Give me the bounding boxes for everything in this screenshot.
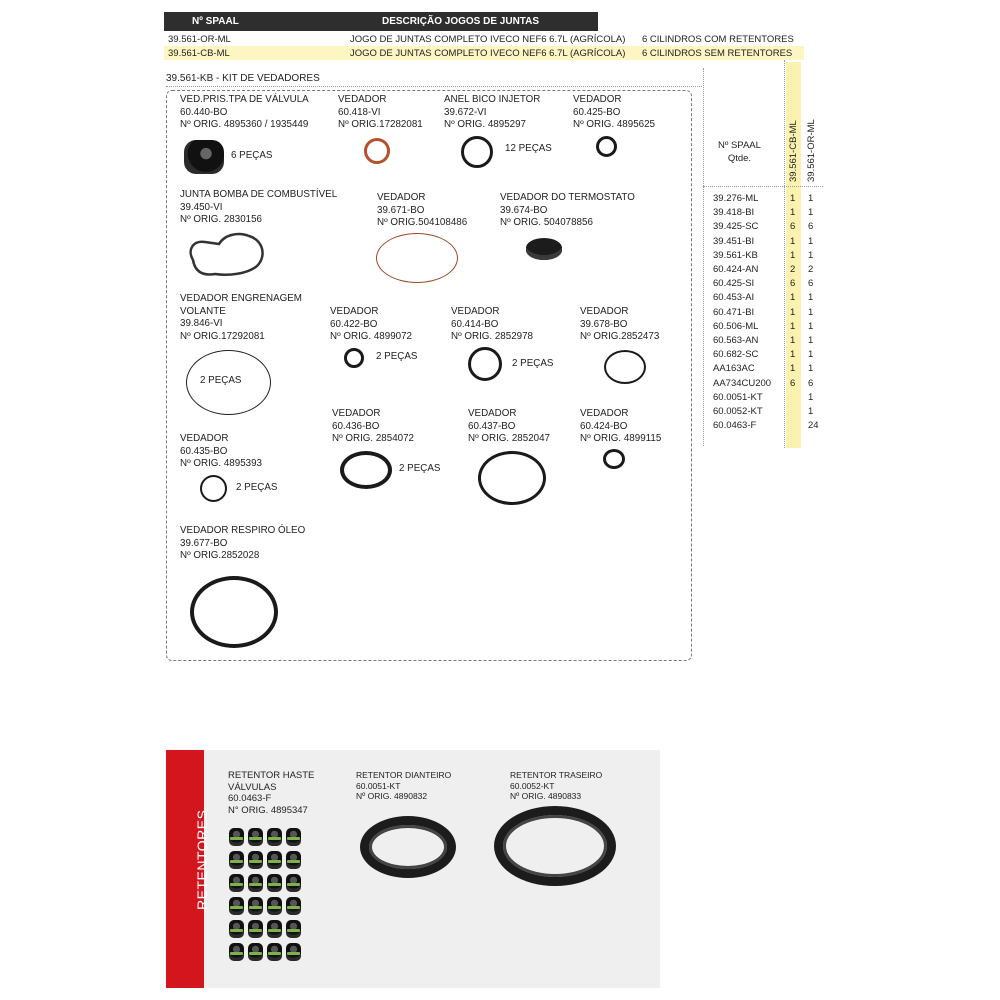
o-ring-image [478,451,546,505]
quantity-label: 2 PEÇAS [399,463,441,474]
kit-item: JUNTA BOMBA DE COMBUSTÍVEL 39.450-VI Nº ORIG. 2830156 [180,189,338,225]
part-code: 60.0051-KT [713,391,763,403]
qty-or: 1 [808,292,814,304]
column-header-or: 39.561-OR-ML [806,119,817,182]
kit-item: ANEL BICO INJETOR 39.672-VI Nº ORIG. 4895297 [444,94,541,130]
kit-title: 39.561-KB - KIT DE VEDADORES [166,73,320,84]
qty-cb: 6 [790,221,796,233]
table-row [164,46,804,60]
qty-or: 1 [808,349,814,361]
o-ring-image [596,136,617,157]
valve-stem-seal [248,851,263,869]
thermostat-seal-image [526,238,562,260]
kit-item: VEDADOR ENGRENAGEM VOLANTE 39.846-VI Nº ORIG.17292081 [180,293,302,342]
o-ring-image [364,138,390,164]
kit-item: VEDADOR RESPIRO ÓLEO 39.677-BO Nº ORIG.2852028 [180,525,306,561]
o-ring-image [200,475,227,502]
qty-or: 2 [808,264,814,275]
qty-table-row [713,363,823,377]
part-code: 60.563-AN [713,335,759,346]
part-code: 60.0463-F [713,420,757,432]
qty-cb: 1 [790,363,796,375]
quantity-label: 6 PEÇAS [231,150,273,161]
valve-stem-seal [286,851,301,869]
valve-stem-seal [248,943,263,961]
valve-stem-seal [286,943,301,961]
row-code: 39.561-CB-ML [168,48,230,59]
valve-stem-seal [286,828,301,846]
kit-item: VEDADOR 60.425-BO Nº ORIG. 4895625 [573,94,655,130]
kit-item: VEDADOR 60.422-BO Nº ORIG. 4899072 [330,306,412,342]
valve-stem-seal [248,828,263,846]
valve-stem-seal [229,920,244,938]
retentores-label: RETENTORES [194,809,210,910]
qty-cb: 1 [790,292,796,304]
part-code: 60.682-SC [713,349,759,361]
quantity-label: 2 PEÇAS [236,482,278,493]
o-ring-image [376,233,458,283]
o-ring-image [603,449,625,469]
valve-stem-seal [248,874,263,892]
kit-item: VEDADOR 39.678-BO Nº ORIG.2852473 [580,306,660,342]
qty-or: 1 [808,335,814,346]
qty-cb: 1 [790,349,796,361]
table-row [164,32,804,46]
o-ring-image [604,350,646,384]
valve-seal-image [184,140,224,174]
valve-stem-seal [267,828,282,846]
row-note: 6 CILINDROS SEM RETENTORES [642,48,793,59]
row-code: 39.561-OR-ML [168,34,231,45]
valve-stem-seal [286,897,301,915]
qty-or: 6 [808,278,814,290]
row-description: JOGO DE JUNTAS COMPLETO IVECO NEF6 6.7L (AGRÍCOLA) [350,34,626,45]
valve-stem-seal [229,943,244,961]
divider [166,86,702,87]
rear-seal-image [494,806,616,886]
o-ring-image [340,451,392,489]
qty-table-row [713,207,823,221]
valve-stem-seal [229,897,244,915]
row-note: 6 CILINDROS COM RETENTORES [642,34,794,45]
retentor-item: RETENTOR DIANTEIRO 60.0051-KT Nº ORIG. 4890832 [356,770,452,801]
valve-stem-seal [229,828,244,846]
qty-table-row [713,236,823,250]
kit-item: VEDADOR 60.424-BO Nº ORIG. 4899115 [580,408,662,444]
kit-item: VEDADOR 60.414-BO Nº ORIG. 2852978 [451,306,533,342]
valve-stem-seal [267,920,282,938]
fuel-pump-gasket-image [183,230,271,282]
kit-item: VED.PRIS.TPA DE VÁLVULA 60.440-BO Nº ORIG. 4895360 / 1935449 [180,94,309,130]
header-description: DESCRIÇÃO JOGOS DE JUNTAS [382,16,540,27]
part-code: AA734CU200 [713,377,772,389]
part-code: 60.471-BI [713,306,755,318]
qty-or: 1 [808,391,814,403]
qty-table-row [713,378,823,392]
quantity-label: 12 PEÇAS [505,143,552,154]
part-code: 39.418-BI [713,207,755,219]
header-spaal: Nº SPAAL [192,16,239,27]
qty-table-row [713,292,823,306]
valve-stem-seal [267,897,282,915]
valve-stem-seal [286,874,301,892]
valve-stem-seal [267,874,282,892]
qty-table-row [713,221,823,235]
qty-or: 1 [808,235,814,247]
valve-stem-seal [248,897,263,915]
quantity-label: 2 PEÇAS [512,358,554,369]
kit-item: VEDADOR 60.418-VI Nº ORIG.17282081 [338,94,423,130]
kit-item: VEDADOR 60.436-BO Nº ORIG. 2854072 [332,408,414,444]
qty-cb: 1 [790,235,796,247]
qty-or: 24 [808,420,819,432]
kit-item: VEDADOR 39.671-BO Nº ORIG.504108486 [377,192,468,228]
part-code: 60.424-AN [713,264,759,275]
qty-cb: 6 [790,377,796,389]
part-code: 60.425-SI [713,278,755,290]
qty-table-row [713,321,823,335]
qty-table-row [713,349,823,363]
qty-cb: 6 [790,278,796,290]
divider [703,186,823,187]
qty-table-row [713,278,823,292]
qty-cb: 1 [790,335,796,346]
qty-table-row [713,420,823,434]
part-code: 60.453-AI [713,292,755,304]
o-ring-image [461,136,493,168]
qty-or: 6 [808,377,814,389]
valve-stem-seal [229,874,244,892]
qty-or: 1 [808,207,814,219]
divider [703,68,704,446]
front-seal-image [360,816,456,878]
part-code: 39.425-SC [713,221,759,233]
qty-or: 1 [808,406,814,417]
qty-cb: 1 [790,320,796,332]
qty-table-row [713,392,823,406]
column-header-cb: 39.561-CB-ML [788,120,799,182]
part-code: 39.451-BI [713,235,755,247]
qty-table-head: Nº SPAAL Qtde. [718,140,761,164]
qty-cb: 1 [790,193,796,204]
kit-item: VEDADOR 60.437-BO Nº ORIG. 2852047 [468,408,550,444]
kit-item: VEDADOR DO TERMOSTATO 39.674-BO Nº ORIG. 504078856 [500,192,635,228]
qty-cb: 2 [790,264,796,275]
qty-table-row [713,193,823,207]
qty-table-row [713,264,823,278]
qty-table-row [713,250,823,264]
retentor-item: RETENTOR TRASEIRO 60.0052-KT Nº ORIG. 4890833 [510,770,603,801]
quantity-label: 2 PEÇAS [376,351,418,362]
table-header [164,12,598,31]
valve-stem-seal [267,943,282,961]
o-ring-image [344,348,364,368]
part-code: 39.276-ML [713,193,759,204]
qty-table-row [713,307,823,321]
qty-or: 1 [808,363,814,375]
part-code: 39.561-KB [713,249,758,261]
part-code: AA163AC [713,363,755,375]
qty-or: 1 [808,320,814,332]
qty-or: 1 [808,249,814,261]
quantity-label: 2 PEÇAS [200,375,242,386]
qty-table-row [713,406,823,420]
o-ring-image [468,347,502,381]
qty-table-row [713,335,823,349]
retentor-item: RETENTOR HASTE VÁLVULAS 60.0463-F N° ORIG. 4895347 [228,770,315,816]
valve-stem-seal [229,851,244,869]
part-code: 60.506-ML [713,320,759,332]
o-ring-image [190,576,278,648]
qty-or: 1 [808,193,814,204]
qty-or: 1 [808,306,814,318]
part-code: 60.0052-KT [713,406,763,417]
row-description: JOGO DE JUNTAS COMPLETO IVECO NEF6 6.7L (AGRÍCOLA) [350,48,626,59]
qty-or: 6 [808,221,814,233]
kit-item: VEDADOR 60.435-BO Nº ORIG. 4895393 [180,433,262,469]
valve-stem-seal [267,851,282,869]
valve-stem-seal [286,920,301,938]
valve-stem-seal [248,920,263,938]
qty-cb: 1 [790,249,796,261]
qty-cb: 1 [790,207,796,219]
qty-cb: 1 [790,306,796,318]
